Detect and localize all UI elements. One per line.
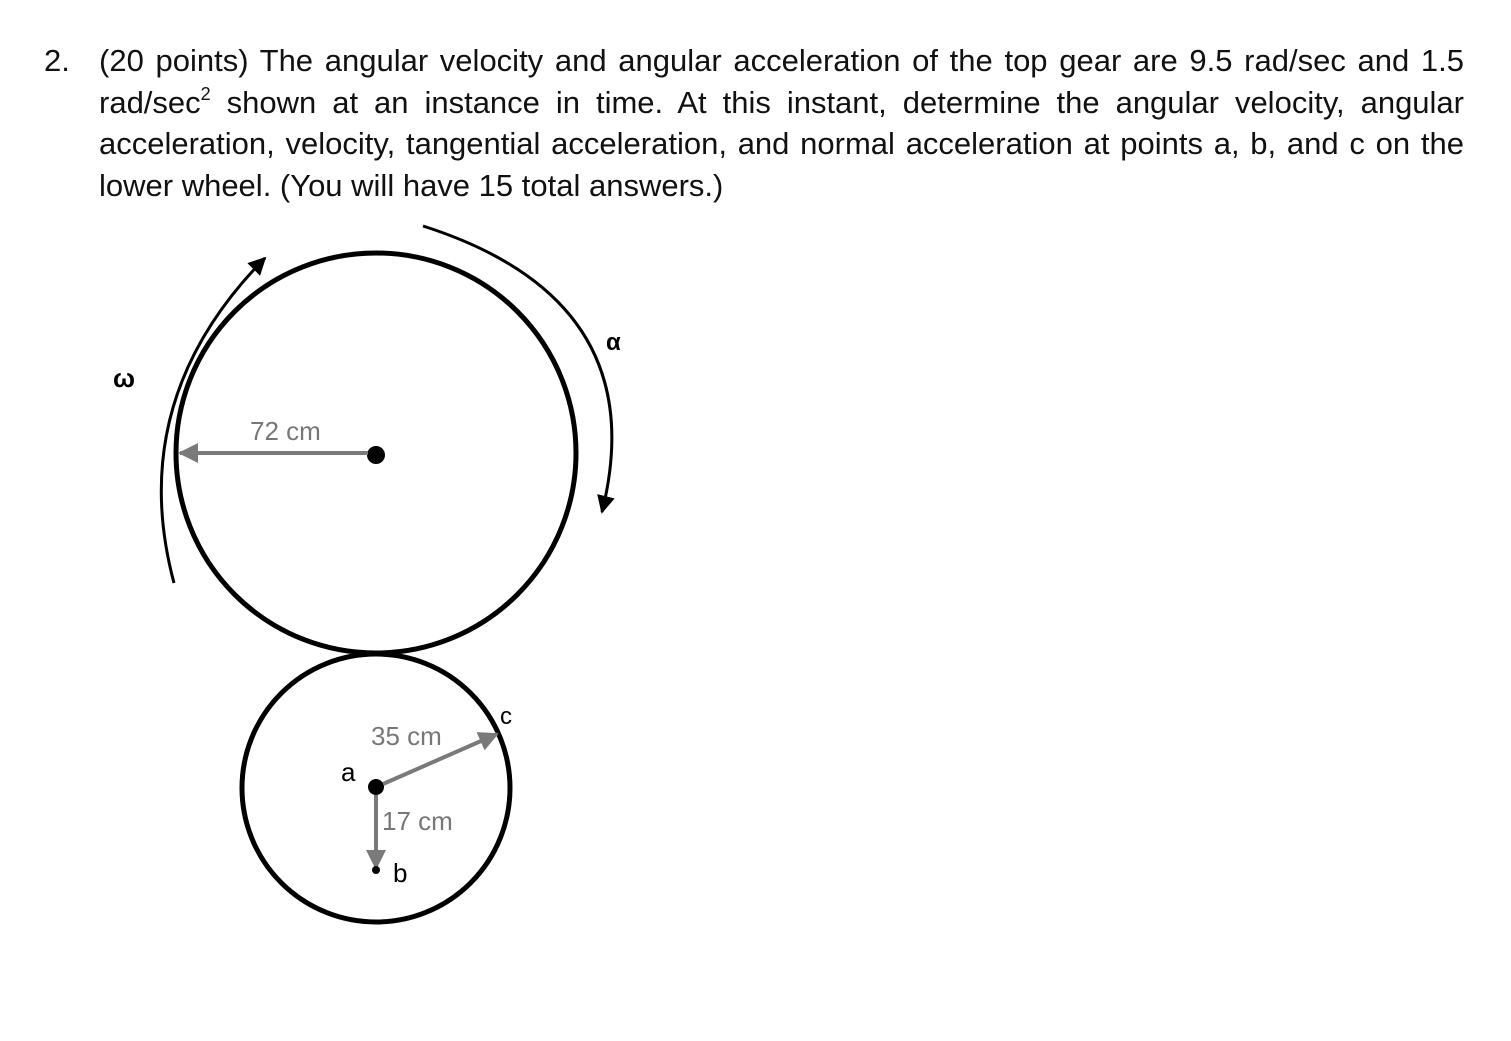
squared-superscript: 2 — [200, 83, 211, 104]
top-gear-center-dot — [367, 446, 385, 464]
problem-number: 2. — [44, 43, 70, 78]
point-b-dot — [372, 866, 380, 874]
point-a-dot — [368, 779, 384, 795]
alpha-symbol: α — [606, 329, 621, 356]
point-c-label: c — [500, 703, 512, 730]
point-b-label: b — [393, 858, 408, 888]
lower-radius-label: 35 cm — [371, 721, 442, 751]
problem-text-part1: (20 points) The angular velocity and angular acceleration of the top gear are 9.5 rad/sec and 1.5 rad/sec — [99, 43, 1464, 120]
omega-symbol: ω — [113, 363, 135, 393]
point-a-label: a — [341, 757, 356, 787]
problem-text-part2: shown at an instance in time. At this instant, determine the angular velocity, angular acceleration, velocity, tangential acceleration, and normal acceleration at points a, b, and c on the lower wheel. (You will have 15 total answers.) — [99, 84, 1464, 203]
point-b-offset-label: 17 cm — [382, 806, 453, 836]
top-radius-label: 72 cm — [250, 416, 321, 446]
